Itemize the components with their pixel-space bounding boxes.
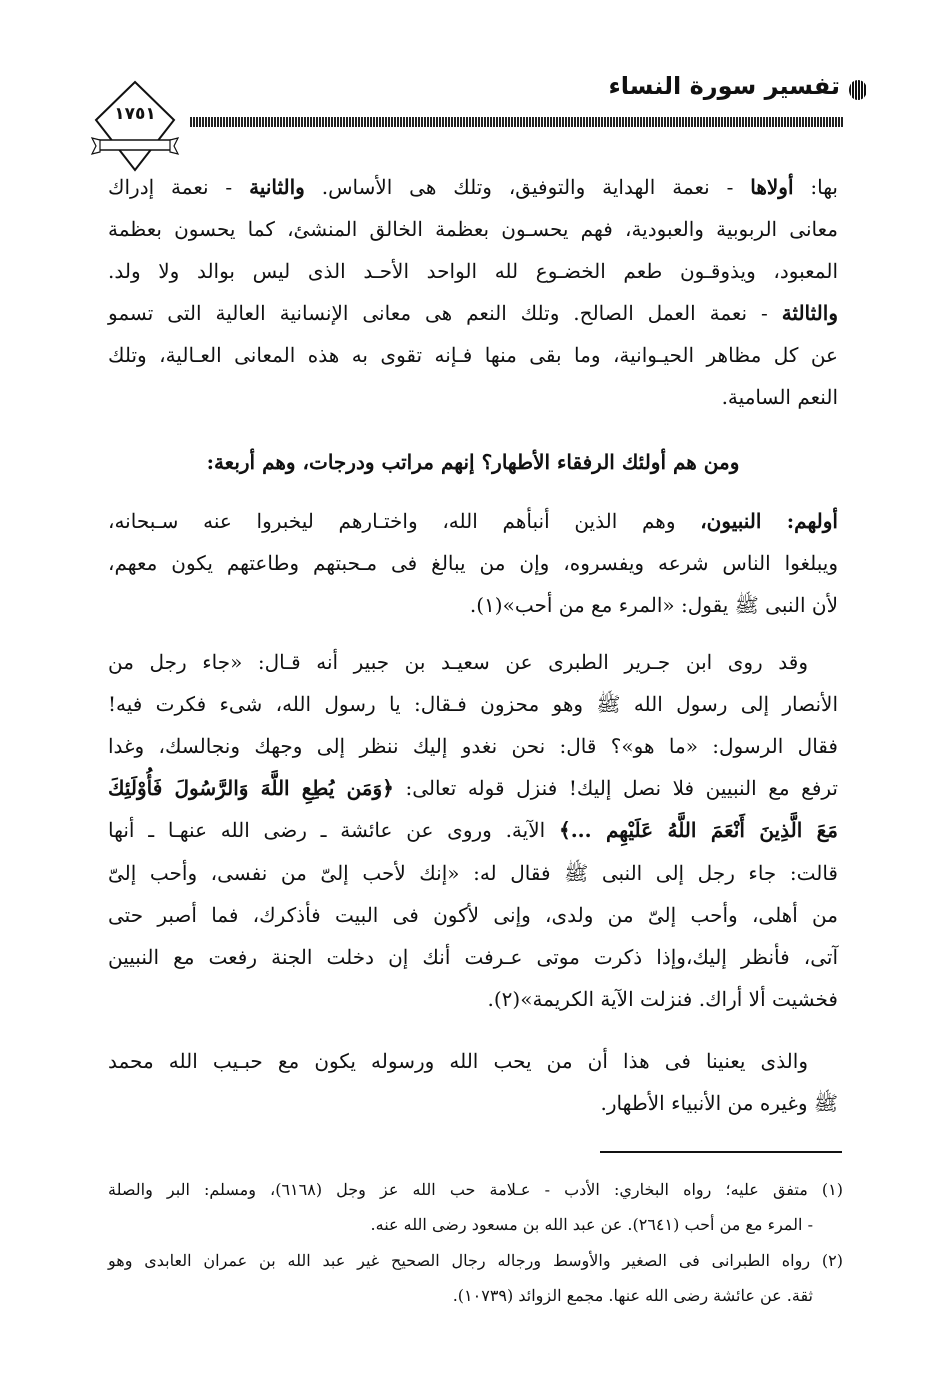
text-line: النعم السامية. [721, 385, 838, 409]
header-bullet-icon [849, 80, 867, 100]
text-line: ﷺ وغيره من الأنبياء الأطهار. [600, 1091, 838, 1115]
section-heading: ومن هم أولئك الرفقاء الأطهار؟ إنهم مراتب ودرجات، وهم أربعة: [206, 450, 740, 474]
text-line: من أهلى، وأحب إلىّ من ولدى، وإنى لأكون فى البيت فأذكرك، فما أصبر حتى [108, 903, 838, 927]
footnote-separator [600, 1151, 842, 1153]
text-line: فخشيت ألا أراك. فنزلت الآية الكريمة»(٢). [487, 987, 838, 1011]
text-line: المعبود، ويذوقـون طعم الخضـوع لله الواحد الأحـد الذى ليس بوالد ولا ولد. [108, 259, 838, 283]
running-header-title: تفسير سورة النساء [608, 72, 840, 100]
text-line: عن كل مظاهر الحيـوانية، وما بقى منها فـإنه تقوى به هذه المعانى العـالية، وتلك [108, 343, 838, 367]
text-line: قالت: جاء رجل إلى النبى ﷺ فقال له: «إنك لأحب إلىّ من نفسى، وأحب إلىّ [108, 861, 838, 885]
footnote-line: (٢) رواه الطبرانى فى الصغير والأوسط ورجاله رجال الصحيح غير عبد الله بن عمران العابدى وهو [108, 1251, 844, 1270]
text-line: وقد روى ابن جـرير الطبرى عن سعيـد بن جبير أنه قـال: «جاء رجل من [108, 650, 808, 674]
footnote-line: ثقة. عن عائشة رضى الله عنها. مجمع الزوائد (١٠٧٣٩). [452, 1286, 813, 1305]
text-line: مَعَ الَّذِينَ أَنْعَمَ اللَّهُ عَلَيْهِم ...﴾ الآية. وروى عن عائشة ـ رضى الله عنهـا ـ أنها [108, 818, 838, 842]
footnote-line: - المرء مع من أحب (٢٦٤١). عن عبد الله بن مسعود رضى الله عنه. [370, 1215, 813, 1234]
text-line: ترفع مع النبيين فلا نصل إليك! فنزل قوله تعالى: ﴿وَمَن يُطِعِ اللَّهَ وَالرَّسُولَ فَأُوْلَئِكَ [108, 776, 838, 800]
text-line: فقال الرسول: «ما هو»؟ قال: نحن نغدو إليك ننظر إلى وجهك ونجالسك، وغدا [108, 734, 838, 758]
text-line: الأنصار إلى رسول الله ﷺ وهو محزون فـقال: يا رسول الله، شىء فكرت فيه! [108, 692, 838, 716]
text-line: بها: أولاها - نعمة الهداية والتوفيق، وتلك هى الأساس. والثانية - نعمة إدراك [108, 175, 838, 199]
text-line: ويبلغوا الناس شرعه ويفسروه، وإن من يبالغ فى مـحبتهم وطاعتهم يكون معهم، [108, 551, 838, 575]
page-number-badge-icon [90, 80, 180, 172]
header-rule [190, 117, 843, 127]
text-line: والثالثة - نعمة العمل الصالح. وتلك النعم هى معانى الإنسانية العالية التى تسمو [108, 301, 838, 325]
text-line: والذى يعنينا فى هذا أن من يحب الله ورسوله يكون مع حبـيب الله محمد [108, 1049, 808, 1073]
text-line: أولهم: النبيون، وهم الذين أنبأهم الله، واختـارهم ليخبروا عنه سـبحانه، [108, 509, 838, 533]
footnote-line: (١) متفق عليه؛ رواه البخاري: الأدب - عـلامة حب الله عز وجل (٦١٦٨)، ومسلم: البر والصلة [108, 1180, 843, 1199]
text-line: آتى، فأنظر إليك،وإذا ذكرت موتى عـرفت أنك إن دخلت الجنة رفعت مع النبيين [108, 945, 838, 969]
text-line: معانى الربوبية والعبودية، فهم يحسـون بعظمة الخالق المنشئ، كما يحسون بعظمة [108, 217, 838, 241]
page-number: ١٧٥١ [114, 104, 156, 124]
text-line: لأن النبى ﷺ يقول: «المرء مع من أحب»(١). [469, 593, 838, 617]
